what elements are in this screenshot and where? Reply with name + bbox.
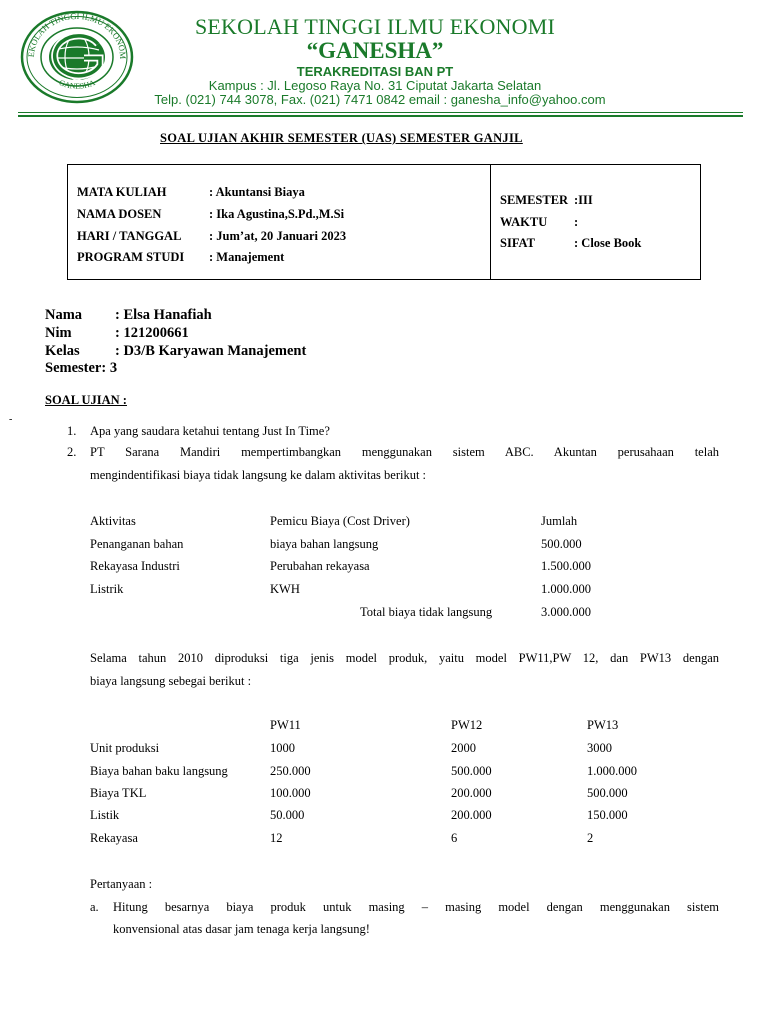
info-row-semester: [500, 193, 593, 208]
product-cell: 250.000: [270, 764, 311, 778]
info-value: : Akuntansi Biaya: [209, 185, 305, 199]
info-row-hari-tanggal: [77, 229, 346, 244]
stray-mark: -: [9, 414, 13, 425]
product-cell: 100.000: [270, 786, 311, 800]
product-cell: Biaya bahan baku langsung: [90, 764, 228, 778]
activity-cell: KWH: [270, 582, 300, 596]
header-rule-thick: [18, 115, 743, 117]
activity-cell: 500.000: [541, 537, 582, 551]
campus-address: Kampus : Jl. Legoso Raya No. 31 Ciputat Jakarta Selatan: [208, 78, 542, 93]
product-cell: Biaya TKL: [90, 786, 147, 800]
product-cell: Rekayasa: [90, 831, 138, 845]
logo-ring-text: EKOLAH TINGGI ILMU EKONOM: [25, 10, 129, 60]
info-row-waktu: [500, 215, 578, 230]
info-row-nama-dosen: [77, 207, 344, 222]
product-cell: 2: [587, 831, 594, 845]
activity-cell: Listrik: [90, 582, 124, 596]
college-logo: [20, 10, 134, 104]
product-header-pw13: PW13: [587, 718, 619, 732]
info-label: HARI / TANGGAL: [77, 229, 182, 243]
student-value: : 121200661: [115, 325, 189, 341]
product-cell: 1000: [270, 741, 295, 755]
question-a-line-1: Hitung besarnya biaya produk untuk masing – masing model dengan menggunakan sistem: [113, 900, 719, 914]
activity-cell: Perubahan rekayasa: [270, 559, 370, 573]
institution-name: “GANESHA”: [306, 38, 444, 63]
activity-header-jumlah: Jumlah: [541, 514, 578, 528]
info-label: SIFAT: [500, 236, 535, 250]
product-cell: 500.000: [587, 786, 628, 800]
info-label: MATA KULIAH: [77, 185, 167, 199]
question-a-line-2: konvensional atas dasar jam tenaga kerja langsung!: [113, 922, 370, 936]
student-value: : 3: [101, 360, 118, 376]
contact-info: Telp. (021) 744 3078, Fax. (021) 7471 0842 email : ganesha_info@yahoo.com: [154, 92, 606, 107]
product-cell: 500.000: [451, 764, 492, 778]
product-cell: 12: [270, 831, 283, 845]
institution-title: SEKOLAH TINGGI ILMU EKONOMI: [194, 14, 555, 39]
info-label: PROGRAM STUDI: [77, 250, 185, 264]
activity-cell: Rekayasa Industri: [90, 559, 180, 573]
pertanyaan-heading: Pertanyaan :: [90, 877, 153, 891]
product-header-pw11: PW11: [270, 718, 301, 732]
info-label: SEMESTER: [500, 193, 569, 207]
activity-cell: 1.500.000: [541, 559, 591, 573]
product-cell: 1.000.000: [587, 764, 637, 778]
info-value: : Manajement: [209, 250, 285, 264]
product-cell: 200.000: [451, 786, 492, 800]
question-2-line-2: mengindentifikasi biaya tidak langsung ke dalam aktivitas berikut :: [90, 468, 427, 482]
question-2-number: 2.: [67, 445, 77, 459]
product-cell: 200.000: [451, 808, 492, 822]
activity-header-pemicu: Pemicu Biaya (Cost Driver): [270, 514, 410, 528]
info-label: NAMA DOSEN: [77, 207, 162, 221]
activity-cell: Penanganan bahan: [90, 537, 184, 551]
product-cell: 6: [451, 831, 458, 845]
question-1-number: 1.: [67, 424, 77, 438]
product-cell: Unit produksi: [90, 741, 160, 755]
product-cell: Listik: [90, 808, 120, 822]
student-name-row: [45, 307, 212, 324]
accreditation-text: TERAKREDITASI BAN PT: [296, 64, 454, 79]
info-value: :: [574, 215, 579, 229]
info-box-divider: [490, 165, 491, 279]
info-row-mata-kuliah: [77, 185, 305, 200]
student-kelas-row: [45, 343, 306, 360]
info-label: WAKTU: [500, 215, 548, 229]
question-a-label: a.: [90, 900, 99, 914]
info-value: : Close Book: [574, 236, 642, 250]
exam-info-box: [67, 164, 701, 280]
activity-cell: 1.000.000: [541, 582, 591, 596]
product-cell: 150.000: [587, 808, 628, 822]
header-rule-thin: [18, 112, 743, 113]
logo-bottom-text: GANESHA: [57, 78, 97, 91]
activity-cell: biaya bahan langsung: [270, 537, 379, 551]
student-value: : Elsa Hanafiah: [115, 307, 212, 323]
product-cell: 2000: [451, 741, 476, 755]
paragraph-line-2: biaya langsung sebegai berikut :: [90, 674, 252, 688]
soal-heading: SOAL UJIAN :: [45, 393, 127, 407]
info-value: :III: [574, 193, 593, 207]
student-value: : D3/B Karyawan Manajement: [115, 343, 307, 359]
question-2-line-1: PT Sarana Mandiri mempertimbangkan menggunakan sistem ABC. Akuntan perusahaan telah: [90, 445, 719, 459]
info-value: : Jum’at, 20 Januari 2023: [209, 229, 347, 243]
paragraph-line-1: Selama tahun 2010 diproduksi tiga jenis model produk, yaitu model PW11,PW 12, dan PW13 dengan: [90, 651, 719, 665]
student-label: Nim: [45, 325, 72, 341]
exam-title: SOAL UJIAN AKHIR SEMESTER (UAS) SEMESTER GANJIL: [160, 131, 523, 145]
info-value: : Ika Agustina,S.Pd.,M.Si: [209, 207, 345, 221]
student-label: Semester: [45, 360, 102, 376]
activity-total-label: Total biaya tidak langsung: [360, 605, 493, 619]
question-1-text: Apa yang saudara ketahui tentang Just In Time?: [90, 424, 330, 438]
student-nim-row: [45, 325, 189, 342]
product-cell: 3000: [587, 741, 612, 755]
info-row-program-studi: [77, 250, 284, 265]
info-row-sifat: [500, 236, 641, 251]
activity-total-value: 3.000.000: [541, 605, 591, 619]
activity-header-aktivitas: Aktivitas: [90, 514, 136, 528]
student-label: Kelas: [45, 343, 80, 359]
student-semester-row: [45, 360, 117, 377]
student-label: Nama: [45, 307, 83, 323]
product-cell: 50.000: [270, 808, 305, 822]
product-header-pw12: PW12: [451, 718, 483, 732]
